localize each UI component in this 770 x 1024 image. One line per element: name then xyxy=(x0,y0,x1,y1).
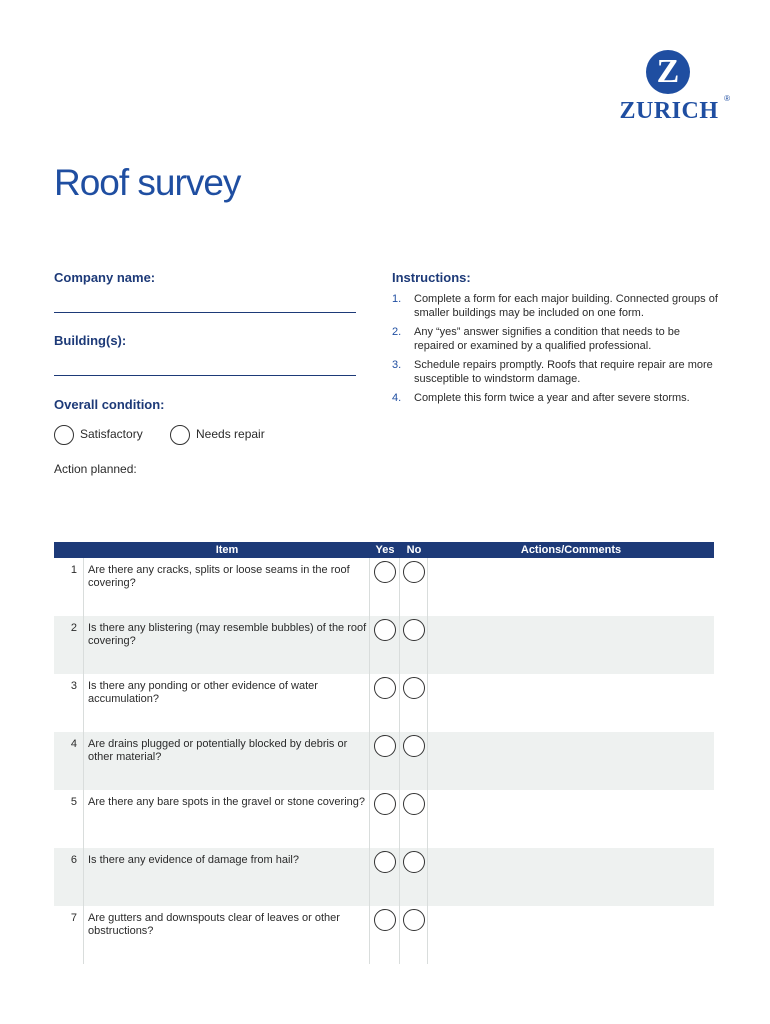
zurich-z-icon: Z xyxy=(646,50,690,94)
row-question: Is there any ponding or other evidence of water accumulation? xyxy=(84,674,370,732)
no-radio[interactable] xyxy=(403,909,425,931)
actions-comments-field[interactable] xyxy=(428,616,714,674)
row-question: Are there any cracks, splits or loose seams in the roof covering? xyxy=(84,558,370,616)
row-question: Are there any bare spots in the gravel or stone covering? xyxy=(84,790,370,848)
row-number: 2 xyxy=(54,616,84,674)
survey-table xyxy=(54,542,714,964)
actions-comments-field[interactable] xyxy=(428,732,714,790)
satisfactory-option[interactable] xyxy=(54,425,143,445)
no-radio[interactable] xyxy=(403,793,425,815)
no-radio[interactable] xyxy=(403,735,425,757)
table-row xyxy=(54,906,714,964)
table-row xyxy=(54,732,714,790)
yes-radio[interactable] xyxy=(374,851,396,873)
row-question: Is there any evidence of damage from hail? xyxy=(84,848,370,906)
instruction-number: 2. xyxy=(392,326,402,338)
instruction-item xyxy=(392,326,722,353)
buildings-field[interactable] xyxy=(54,375,356,376)
instructions-list xyxy=(392,293,722,412)
actions-comments-field[interactable] xyxy=(428,906,714,964)
instruction-number: 1. xyxy=(392,293,402,305)
actions-comments-field[interactable] xyxy=(428,848,714,906)
row-number: 6 xyxy=(54,848,84,906)
instruction-number: 3. xyxy=(392,359,402,371)
page-title: Roof survey xyxy=(54,162,241,203)
instruction-text: Complete a form for each major building. Connected groups of smaller buildings may be included on one form. xyxy=(414,293,718,319)
needs-repair-option[interactable] xyxy=(170,425,265,445)
actions-comments-field[interactable] xyxy=(428,790,714,848)
yes-radio[interactable] xyxy=(374,735,396,757)
table-row xyxy=(54,674,714,732)
yes-radio[interactable] xyxy=(374,619,396,641)
no-radio[interactable] xyxy=(403,851,425,873)
company-name-label: Company name: xyxy=(54,270,156,285)
instruction-text: Schedule repairs promptly. Roofs that require repair are more susceptible to windstorm damage. xyxy=(414,359,713,385)
overall-condition-label: Overall condition: xyxy=(54,397,165,412)
table-row xyxy=(54,848,714,906)
action-planned-label: Action planned: xyxy=(54,462,137,476)
row-number: 3 xyxy=(54,674,84,732)
yes-radio[interactable] xyxy=(374,561,396,583)
table-row xyxy=(54,616,714,674)
registered-mark: ® xyxy=(724,94,730,103)
table-row xyxy=(54,558,714,616)
row-question: Are drains plugged or potentially blocked by debris or other material? xyxy=(84,732,370,790)
row-question: Are gutters and downspouts clear of leaves or other obstructions? xyxy=(84,906,370,964)
yes-radio[interactable] xyxy=(374,677,396,699)
row-question: Is there any blistering (may resemble bubbles) of the roof covering? xyxy=(84,616,370,674)
actions-comments-field[interactable] xyxy=(428,674,714,732)
instruction-text: Complete this form twice a year and after severe storms. xyxy=(414,392,690,404)
instruction-item xyxy=(392,293,722,320)
instruction-item xyxy=(392,392,722,406)
table-header xyxy=(54,542,714,558)
header-yes: Yes xyxy=(375,544,395,556)
actions-comments-field[interactable] xyxy=(428,558,714,616)
header-number xyxy=(54,542,84,558)
table-row xyxy=(54,790,714,848)
instruction-number: 4. xyxy=(392,392,402,404)
satisfactory-label: Satisfactory xyxy=(80,427,143,441)
satisfactory-radio[interactable] xyxy=(54,425,74,445)
row-number: 1 xyxy=(54,558,84,616)
yes-radio[interactable] xyxy=(374,793,396,815)
instruction-text: Any “yes” answer signifies a condition that needs to be repaired or examined by a qualified professional. xyxy=(414,326,680,352)
header-item: Item xyxy=(215,544,239,556)
needs-repair-radio[interactable] xyxy=(170,425,190,445)
row-number: 4 xyxy=(54,732,84,790)
company-name-field[interactable] xyxy=(54,312,356,313)
buildings-label: Building(s): xyxy=(54,333,127,348)
instruction-item xyxy=(392,359,722,386)
zurich-logo xyxy=(614,50,730,130)
zurich-wordmark: ZURICH xyxy=(619,98,719,124)
no-radio[interactable] xyxy=(403,677,425,699)
header-actions: Actions/Comments xyxy=(520,544,622,556)
yes-radio[interactable] xyxy=(374,909,396,931)
header-no: No xyxy=(406,544,422,556)
row-number: 5 xyxy=(54,790,84,848)
row-number: 7 xyxy=(54,906,84,964)
needs-repair-label: Needs repair xyxy=(196,427,265,441)
no-radio[interactable] xyxy=(403,619,425,641)
instructions-label: Instructions: xyxy=(392,270,471,285)
no-radio[interactable] xyxy=(403,561,425,583)
